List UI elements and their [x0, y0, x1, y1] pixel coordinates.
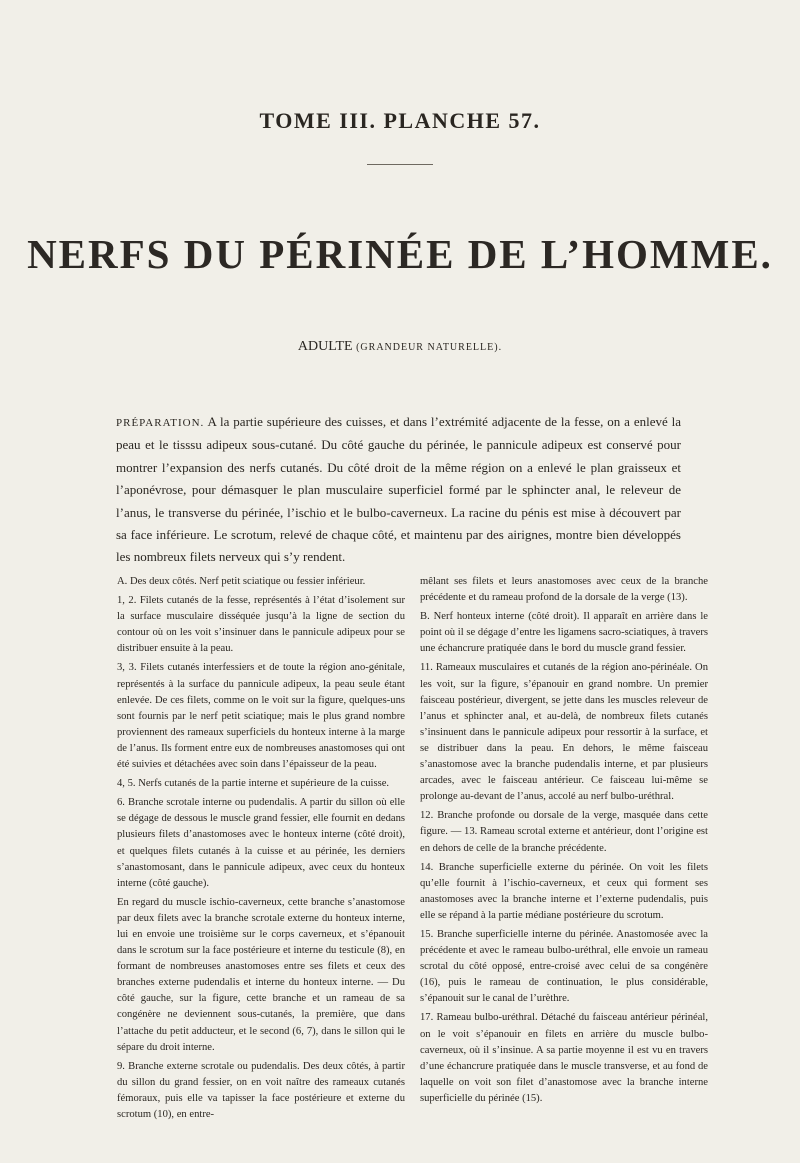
preparation-label: PRÉPARATION.	[116, 417, 205, 429]
preparation-paragraph	[116, 411, 681, 569]
legend-entry: 6. Branche scrotale interne ou pudendalis. A partir du sillon où elle se dégage de dessous le muscle grand fessier, elle fournit en dedans plusieurs filets d’anastomoses avec le honteux interne (côté droit), et quelques filets cutanés à la cuisse et au périnée, les derniers s’anastomosant, dans le pannicule adipeux, avec ceux du honteux interne (côté gauche).	[117, 797, 405, 889]
legend-entry: mêlant ses filets et leurs anastomoses avec ceux de la branche précédente et du rameau profond de la dorsale de la verge (13).	[420, 576, 708, 604]
legend-entry: 12. Branche profonde ou dorsale de la verge, masquée dans cette figure. — 13. Rameau scrotal externe et antérieur, dont l’origine est en dehors de celle de la branche précédente.	[420, 810, 708, 854]
legend-entry: 4, 5. Nerfs cutanés de la partie interne et supérieure de la cuisse.	[117, 778, 390, 790]
plate-heading: TOME III. PLANCHE 57.	[259, 108, 541, 133]
legend-entry: 3, 3. Filets cutanés interfessiers et de toute la région ano-génitale, représentés à la surface du pannicule adipeux, la peau seule étant enlevée. De ces filets, comme on le voit sur la figure, quelques-uns sont fournis par le nerf petit sciatique; mais le plus grand nombre proviennent des rameaux superficiels du honteux interne à la marge de l’anus. Ils forment entre eux de nombreuses anastomoses qui ont été suivies et détachées avec soin dans l’épaisseur de la peau.	[117, 662, 405, 771]
subtitle	[0, 339, 800, 355]
legend-entry: 9. Branche externe scrotale ou pudendalis. Des deux côtés, à partir du sillon du grand fessier, on en voit naître des rameaux cutanés fémoraux, puis elle va tapisser la face postérieure et externe du scrotum (10), en entre-	[117, 1060, 405, 1120]
subtitle-scale: (GRANDEUR NATURELLE).	[356, 342, 503, 353]
legend-entry: 11. Rameaux musculaires et cutanés de la région ano-périnéale. On les voit, sur la figure, s’épanouir en grand nombre. Un premier faisceau postérieur, divergent, se jette dans les muscles releveur de l’anus et sphincter anal, et au-delà, de nombreux filets cutanés s’insinuent dans le pannicule adipeux pour ressortir à la surface, et se distribuer dans la peau. En dehors, le même faisceau s’anastomose avec la branche pudendalis interne, et par plusieurs arcades, avec le faisceau antérieur. Ce faisceau lui-même se prolonge au-devant de l’anus, accolé au nerf bulbo-uréthral.	[420, 662, 708, 803]
divider-rule	[367, 164, 433, 165]
legend-entry: 1, 2. Filets cutanés de la fesse, représentés à l’état d’isolement sur la surface musculaire disséquée jusqu’à la ligne de section du contour où on les voit s’insinuer dans le pannicule adipeux pour se distribuer ensuite à la peau.	[117, 595, 405, 655]
page-title: NERFS DU PÉRINÉE DE L’HOMME.	[27, 231, 773, 277]
legend-entry: A. Des deux côtés. Nerf petit sciatique ou fessier inférieur.	[117, 576, 366, 587]
legend-entry: 17. Rameau bulbo-uréthral. Détaché du faisceau antérieur périnéal, on le voit s’épanouir en filets en arrière du muscle bulbo-caverneux, où il s’insinue. A sa partie moyenne il est vu en travers d’une échancrure pratiquée dans le muscle transverse, et au fond de laquelle on voit son filet d’anastomose avec la branche interne superficielle du périnée (15).	[420, 1012, 708, 1104]
legend-entry: B. Nerf honteux interne (côté droit). Il apparaît en arrière dans le point où il se dégage d’entre les ligamens sacro-sciatiques, à travers une échancrure pratiquée dans le bord du muscle grand fessier.	[420, 611, 708, 655]
legend-entry: En regard du muscle ischio-caverneux, cette branche s’anastomose par deux filets avec la branche scrotale externe du honteux interne, lui en envoie une troisième sur le corps caverneux, et s’épanouit dans le scrotum sur la face postérieure et interne du testicule (8), en formant de nombreuses anastomoses entre ses filets et ceux des branches externe pudendalis et interne du honteux interne. — Du côté gauche, sur la figure, cette branche et un rameau de sa congénère ne deviennent sous-cutanés, la première, que dans l’attache du petit adducteur, et le second (6, 7), dans le sillon qui le sépare du droit interne.	[117, 896, 405, 1053]
legend-column-left	[117, 574, 405, 1126]
legend-entry: 15. Branche superficielle interne du périnée. Anastomosée avec la précédente et avec le rameau bulbo-uréthral, elle envoie un rameau scrotal du côté opposé, entre-croisé avec celui de sa congénère (16), puis le rameau de continuation, le plus considérable, s’épanouit sur le canal de l’urèthre.	[420, 928, 708, 1005]
legend-column-right	[420, 574, 708, 1110]
subtitle-main: ADULTE	[297, 339, 353, 354]
preparation-text: A la partie supérieure des cuisses, et dans l’extrémité adjacente de la fesse, on a enlevé la peau et le tisssu adipeux sous-cutané. Du côté gauche du périnée, le pannicule adipeux est conservé pour montrer l’expansion des nerfs cutanés. Du côté droit de la même région on a enlevé le plan graisseux et l’aponévrose, pour démasquer le plan musculaire superficiel formé par le sphincter anal, le releveur de l’anus, le transverse du périnée, l’ischio et le bulbo-caverneux. La racine du pénis est mise à découvert par sa face inférieure. Le scrotum, relevé de chaque côté, et maintenu par des airignes, montre bien développés les nombreux filets nerveux qui s’y rendent.	[116, 414, 681, 565]
legend-entry: 14. Branche superficielle externe du périnée. On voit les filets qu’elle fournit à l’ischio-caverneux, et ceux qui forment ses anastomoses avec la branche interne et l’externe pudendalis, puis elle se répand à la partie médiane postérieure du scrotum.	[420, 861, 708, 921]
